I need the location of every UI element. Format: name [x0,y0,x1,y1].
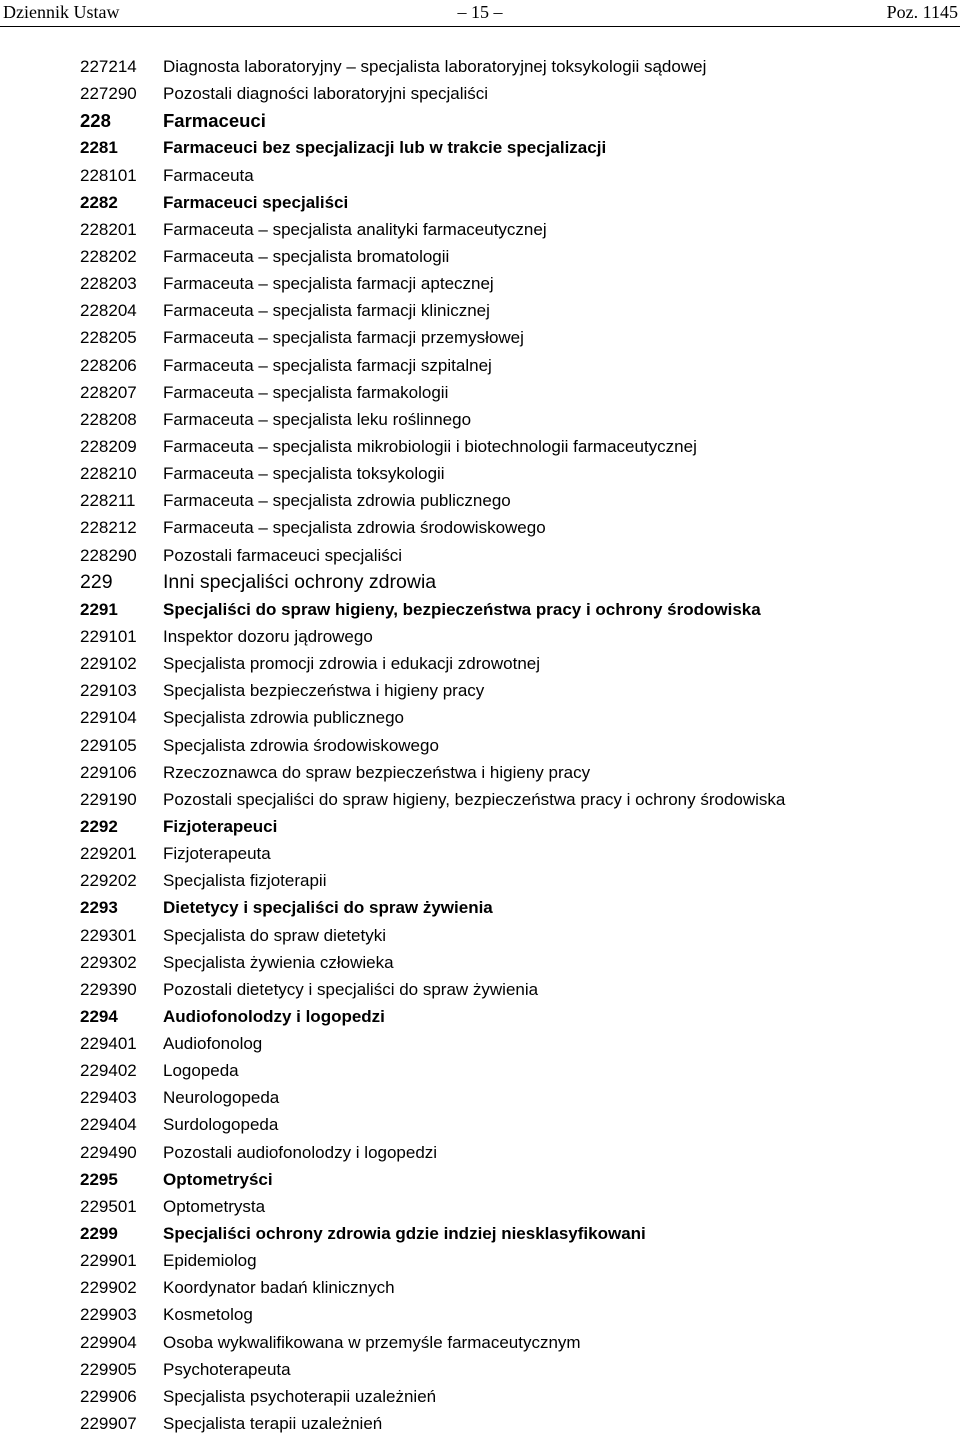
occupation-name: Farmaceuta – specjalista farmacji szpitalnej [163,355,492,375]
classification-code: 227214 [80,57,137,76]
occupation-row [80,379,940,406]
occupation-row [80,1247,940,1274]
occupation-row [80,732,940,759]
classification-code: 2292 [80,816,118,836]
classification-code: 2282 [80,192,118,212]
classification-code: 229390 [80,979,137,999]
occupation-name: Farmaceuta – specjalista toksykologii [163,464,445,484]
occupation-name: Farmaceuta – specjalista analityki farmaceutycznej [163,219,547,239]
occupation-name: Inni specjaliści ochrony zdrowia [163,570,437,593]
occupation-name: Specjalista terapii uzależnień [163,1414,383,1434]
occupation-name: Optometryści [163,1169,273,1189]
classification-code: 228208 [80,409,137,429]
occupation-name: Optometrysta [163,1196,266,1216]
classification-code: 228210 [80,464,137,484]
occupation-name: Audiofonolodzy i logopedzi [163,1006,385,1026]
occupation-name: Neurologopeda [163,1088,280,1108]
occupation-name: Farmaceuta – specjalista bromatologii [163,246,450,266]
occupation-name: Psychoterapeuta [163,1359,291,1379]
occupation-name: Farmaceuta – specjalista farmacji przemysłowej [163,328,524,348]
occupation-name: Farmaceuta – specjalista zdrowia publicznego [163,491,511,511]
occupation-row [80,1274,940,1301]
occupation-row [80,704,940,731]
classification-code: 228212 [80,518,137,538]
classification-code: 229103 [80,681,137,701]
classification-code: 227290 [80,84,137,104]
occupation-name: Farmaceuta – specjalista zdrowia środowiskowego [163,518,546,538]
classification-code: 229106 [80,762,137,782]
occupation-name: Farmaceuci specjaliści [163,192,349,212]
occupation-name: Specjalista żywienia człowieka [163,952,394,972]
position-number: Poz. 1145 [886,2,958,22]
classification-code: 229906 [80,1386,137,1406]
classification-code: 2294 [80,1006,118,1026]
occupation-name: Pozostali diagności laboratoryjni specjaliści [163,84,489,104]
classification-code: 2295 [80,1169,118,1189]
occupation-name: Rzeczoznawca do spraw bezpieczeństwa i higieny pracy [163,762,591,782]
classification-code: 228204 [80,301,137,321]
occupation-row [80,1193,940,1220]
occupation-name: Fizjoterapeuci [163,816,278,836]
occupation-name: Farmaceuta [163,165,254,185]
classification-code: 229902 [80,1278,137,1298]
occupation-name: Pozostali dietetycy i specjaliści do spraw żywienia [163,979,539,999]
occupation-row [80,1329,940,1356]
group-row [80,813,940,840]
occupation-name: Koordynator badań klinicznych [163,1278,395,1298]
page-number: – 15 – [457,2,503,22]
occupation-name: Pozostali specjaliści do spraw higieny, bezpieczeństwa pracy i ochrony środowiska [163,789,786,809]
occupation-row [80,677,940,704]
classification-code: 229490 [80,1142,137,1162]
occupation-name: Farmaceuci bez specjalizacji lub w trakcie specjalizacji [163,138,607,158]
occupation-name: Osoba wykwalifikowana w przemyśle farmaceutycznym [163,1332,581,1352]
group-row [80,189,940,216]
occupation-name: Specjalista psychoterapii uzależnień [163,1386,437,1406]
occupation-name: Specjalista zdrowia publicznego [163,708,404,728]
occupation-row [80,80,940,107]
occupation-name: Specjalista zdrowia środowiskowego [163,735,439,755]
occupation-name: Farmaceuta – specjalista mikrobiologii i biotechnologii farmaceutycznej [163,436,697,456]
occupation-row [80,352,940,379]
group-row [80,1166,940,1193]
classification-code: 228207 [80,382,137,402]
occupation-row [80,922,940,949]
occupation-name: Specjalista do spraw dietetyki [163,925,387,945]
major-row [80,569,940,596]
occupation-row [80,542,940,569]
classification-code: 229903 [80,1305,137,1325]
occupation-row [80,840,940,867]
occupation-row [80,460,940,487]
classification-code: 229104 [80,708,137,728]
occupation-name: Surdologopeda [163,1115,279,1135]
occupation-name: Inspektor dozoru jądrowego [163,626,373,646]
classification-code: 228211 [80,491,136,511]
classification-code: 229501 [80,1196,137,1216]
occupation-row [80,949,940,976]
group-row [80,596,940,623]
journal-title: Dziennik Ustaw [3,2,120,22]
occupation-row [80,216,940,243]
classification-code: 2291 [80,599,118,619]
occupation-name: Specjaliści ochrony zdrowia gdzie indziej niesklasyfikowani [163,1224,646,1244]
classification-code: 2281 [80,138,118,158]
occupation-name: Specjalista bezpieczeństwa i higieny pracy [163,681,485,701]
occupation-row [80,297,940,324]
occupation-row [80,243,940,270]
occupation-name: Farmaceuci [163,110,266,132]
occupation-name: Audiofonolog [163,1034,263,1054]
occupation-name: Farmaceuta – specjalista farmakologii [163,382,449,402]
classification-code: 229401 [80,1034,137,1054]
classification-code: 2299 [80,1224,118,1244]
occupation-row [80,1057,940,1084]
classification-code: 229101 [80,626,137,646]
classification-code: 229901 [80,1251,137,1271]
classification-code: 2293 [80,898,118,918]
occupation-row [80,976,940,1003]
classification-code: 228 [80,110,111,132]
occupation-row [80,1410,940,1437]
occupation-name: Pozostali audiofonolodzy i logopedzi [163,1142,438,1162]
occupation-name: Kosmetolog [163,1305,253,1325]
classification-code: 228201 [80,219,137,239]
group-row [80,1003,940,1030]
classification-code: 229201 [80,844,137,864]
occupation-name: Diagnosta laboratoryjny – specjalista laboratoryjnej toksykologii sądowej [163,57,707,76]
occupation-row [80,162,940,189]
occupation-name: Logopeda [163,1061,239,1081]
occupation-name: Farmaceuta – specjalista leku roślinnego [163,409,472,429]
occupation-row [80,406,940,433]
classification-code: 229302 [80,952,137,972]
classification-code: 229402 [80,1061,137,1081]
occupation-row [80,1111,940,1138]
occupation-row [80,623,940,650]
occupation-row [80,270,940,297]
occupation-name: Farmaceuta – specjalista farmacji aptecznej [163,274,494,294]
classification-code: 228209 [80,436,137,456]
classification-code: 228202 [80,246,137,266]
occupation-row [80,650,940,677]
classification-code: 228290 [80,545,137,565]
occupation-name: Specjalista fizjoterapii [163,871,327,891]
classification-code: 229904 [80,1332,137,1352]
occupation-code-list [80,53,940,1437]
occupation-row [80,1139,940,1166]
occupation-row [80,1356,940,1383]
occupation-row [80,433,940,460]
occupation-name: Fizjoterapeuta [163,844,271,864]
occupation-name: Specjaliści do spraw higieny, bezpieczeństwa pracy i ochrony środowiska [163,599,761,619]
group-row [80,1220,940,1247]
page-header [0,0,960,27]
classification-code: 229202 [80,871,137,891]
occupation-row [80,867,940,894]
classification-code: 228205 [80,328,137,348]
subgroup-row [80,107,940,134]
occupation-row [80,1383,940,1410]
classification-code: 229301 [80,925,137,945]
classification-code: 229105 [80,735,137,755]
classification-code: 229 [80,570,113,593]
occupation-row [80,759,940,786]
occupation-row [80,1084,940,1111]
occupation-name: Epidemiolog [163,1251,257,1271]
group-row [80,894,940,921]
occupation-row [80,53,940,80]
classification-code: 229905 [80,1359,137,1379]
classification-code: 228206 [80,355,137,375]
classification-code: 229102 [80,654,137,674]
occupation-name: Pozostali farmaceuci specjaliści [163,545,403,565]
occupation-row [80,1030,940,1057]
occupation-name: Farmaceuta – specjalista farmacji klinicznej [163,301,490,321]
classification-code: 229907 [80,1414,137,1434]
group-row [80,134,940,161]
occupation-name: Specjalista promocji zdrowia i edukacji zdrowotnej [163,654,541,674]
occupation-row [80,487,940,514]
occupation-row [80,514,940,541]
classification-code: 229190 [80,789,137,809]
occupation-row [80,1301,940,1328]
classification-code: 229403 [80,1088,137,1108]
occupation-name: Dietetycy i specjaliści do spraw żywienia [163,898,493,918]
classification-code: 229404 [80,1115,137,1135]
occupation-row [80,786,940,813]
classification-code: 228101 [80,165,137,185]
classification-code: 228203 [80,274,137,294]
occupation-row [80,324,940,351]
